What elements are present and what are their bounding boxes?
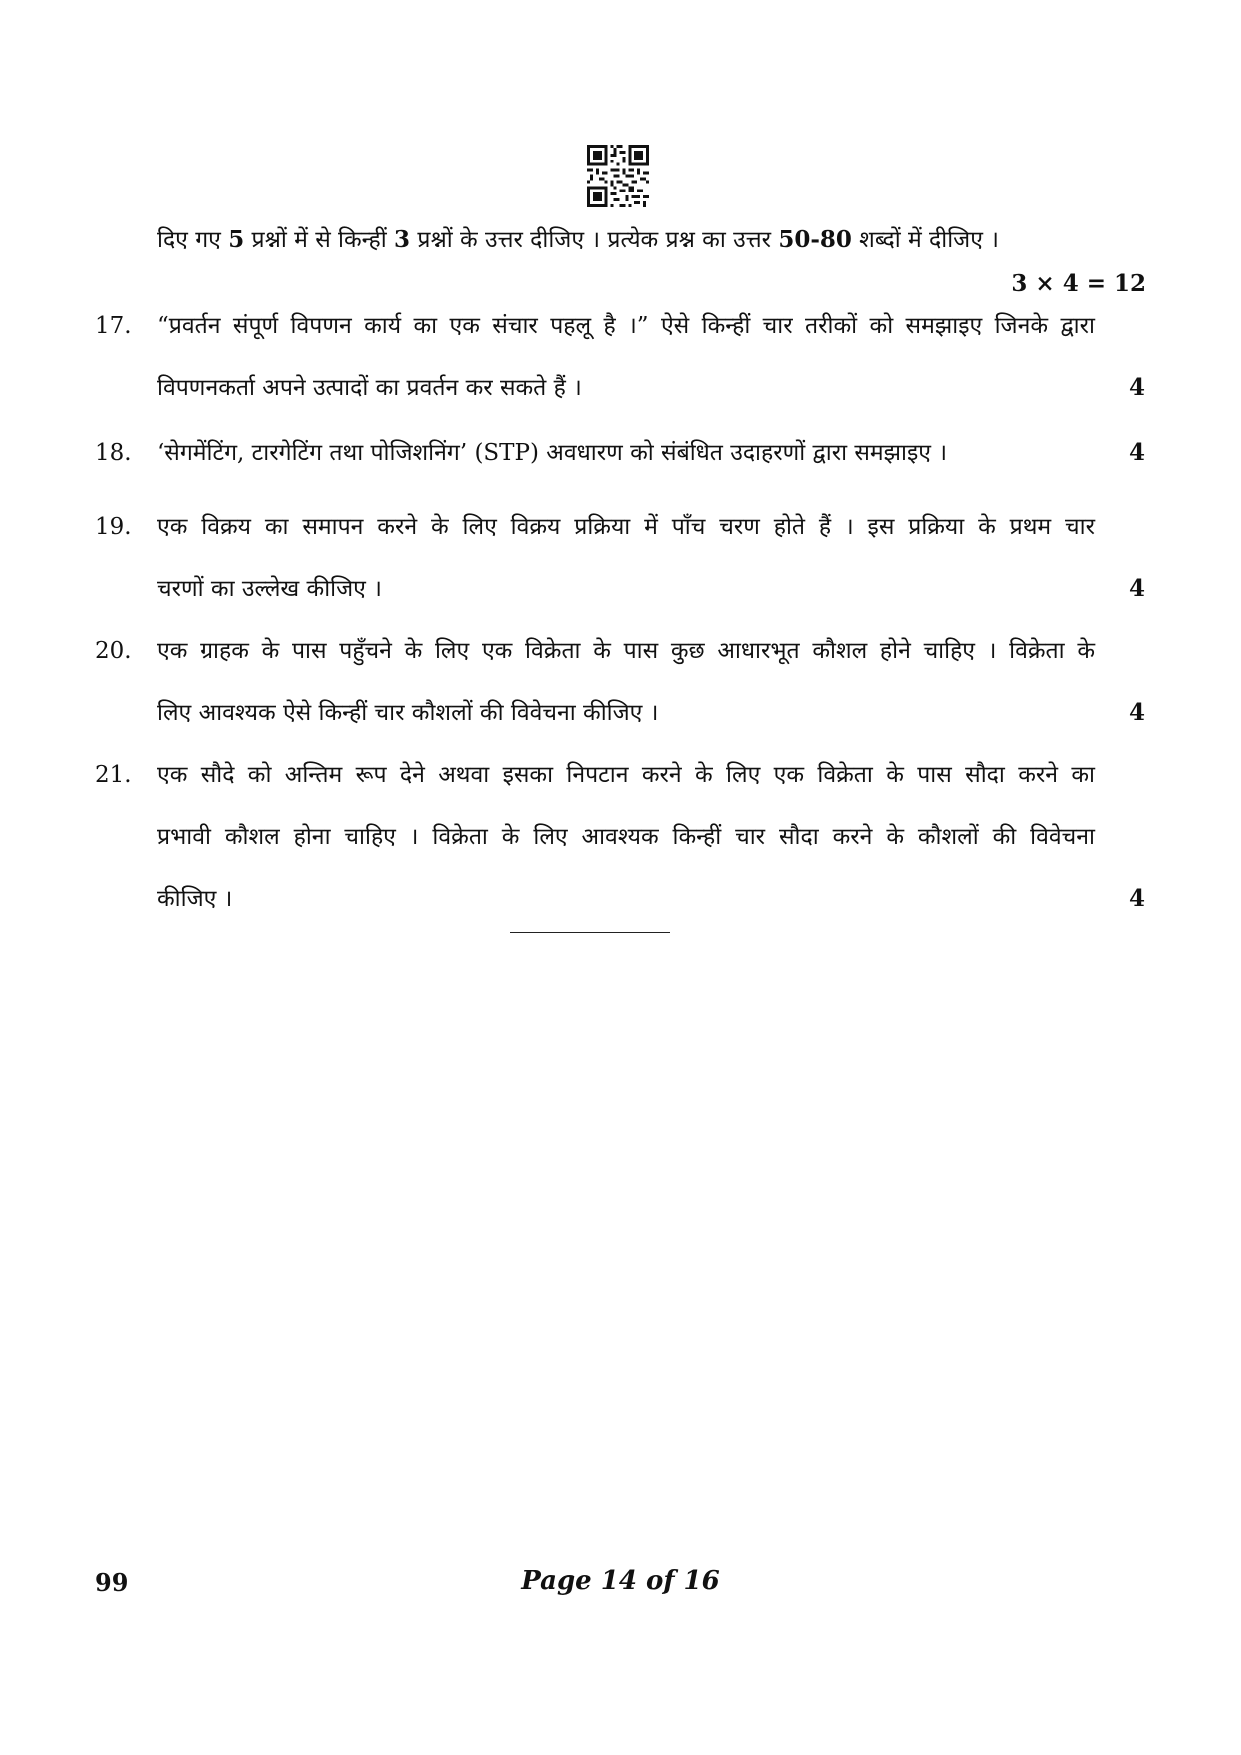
question-line: चरणों का उल्लेख कीजिए । [157,576,382,602]
question-text [157,295,1095,419]
section-instructions [157,222,1077,258]
question-number: 21. [95,762,132,788]
instruction-text: प्रश्नों में से किन्हीं [244,227,395,253]
question-marks: 4 [1128,575,1145,602]
question-number: 19. [95,514,132,540]
question-count: 5 [228,226,245,253]
question-text [157,744,1095,930]
section-marks-scheme: 3 × 4 = 12 [1011,270,1146,297]
question-marks: 4 [1128,439,1145,466]
question-line: लिए आवश्यक ऐसे किन्हीं चार कौशलों की विवेचना कीजिए । [157,700,659,726]
question-line: एक विक्रय का समापन करने के लिए विक्रय प्रक्रिया में पाँच चरण होते हैं । इस प्रक्रिया के प्रथम चार [157,514,1095,540]
question-line: विपणनकर्ता अपने उत्पादों का प्रवर्तन कर सकते हैं । [157,375,582,401]
question-marks: 4 [1128,885,1145,912]
question-number: 20. [95,638,132,664]
question-text [157,620,1095,744]
question-line: एक सौदे को अन्तिम रूप देने अथवा इसका निपटान करने के लिए एक विक्रेता के पास सौदा करने का [157,762,1095,788]
page-number: Page 14 of 16 [521,1566,720,1596]
instruction-text: दिए गए [157,227,229,253]
instruction-text: शब्दों में दीजिए । [851,227,999,253]
question-line: ‘सेगमेंटिंग, टारगेटिंग तथा पोजिशनिंग’ (STP) अवधारण को संबंधित उदाहरणों द्वारा समझाइए । [157,440,948,466]
end-divider [510,932,670,933]
question-number: 18. [95,440,132,466]
question-line: प्रभावी कौशल होना चाहिए । विक्रेता के लिए आवश्यक किन्हीं चार सौदा करने के कौशलों की विवेचना [157,824,1095,850]
question-number: 17. [95,313,132,339]
question-marks: 4 [1128,374,1145,401]
question-line: कीजिए । [157,886,233,912]
question-line: एक ग्राहक के पास पहुँचने के लिए एक विक्रेता के पास कुछ आधारभूत कौशल होने चाहिए । विक्रेता के [157,638,1095,664]
instruction-text: प्रश्नों के उत्तर दीजिए । प्रत्येक प्रश्न का उत्तर [410,227,779,253]
word-range: 50-80 [778,226,852,253]
qr-code-icon [587,145,649,207]
answer-count: 3 [394,226,411,253]
question-line: “प्रवर्तन संपूर्ण विपणन कार्य का एक संचार पहलू है ।” ऐसे किन्हीं चार तरीकों को समझाइए जिनके द्वारा [157,313,1095,339]
question-text [157,422,1095,484]
question-marks: 4 [1128,699,1145,726]
question-text [157,496,1095,620]
paper-code: 99 [95,1568,129,1597]
